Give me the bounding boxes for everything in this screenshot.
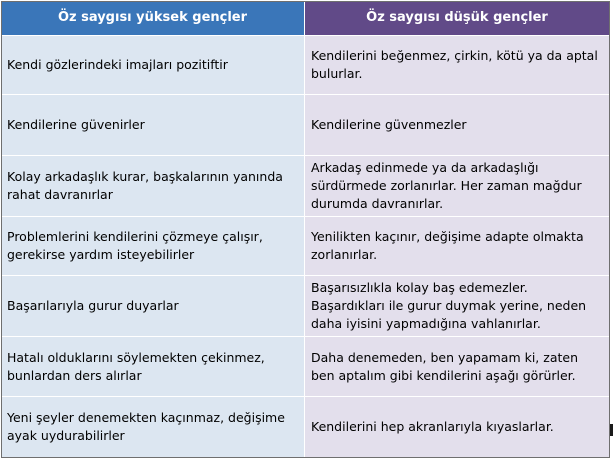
header-low-self-esteem: Öz saygısı düşük gençler xyxy=(305,1,610,36)
table-cell-high: Kolay arkadaşlık kurar, başkalarının yanında rahat davranırlar xyxy=(1,156,305,217)
table-cell-low: Başarısızlıkla kolay baş edemezler. Başardıkları ile gurur duymak yerine, neden daha iyisini yapmadığına vahlanırlar. xyxy=(305,276,610,337)
table-cell-high: Hatalı olduklarını söylemekten çekinmez, bunlardan ders alırlar xyxy=(1,337,305,397)
table-cell-high: Yeni şeyler denemekten kaçınmaz, değişime ayak uydurabilirler xyxy=(1,397,305,458)
table-cell-low: Arkadaş edinmede ya da arkadaşlığı sürdürmede zorlanırlar. Her zaman mağdur durumda davranırlar. xyxy=(305,156,610,217)
table-cell-high: Kendi gözlerindeki imajları pozitiftir xyxy=(1,36,305,95)
table-cell-high: Başarılarıyla gurur duyarlar xyxy=(1,276,305,337)
table-cell-low: Yenilikten kaçınır, değişime adapte olmakta zorlanırlar. xyxy=(305,217,610,276)
header-high-self-esteem: Öz saygısı yüksek gençler xyxy=(1,1,305,36)
table-cell-low: Kendilerine güvenmezler xyxy=(305,95,610,156)
edge-marker xyxy=(610,424,613,436)
table-cell-high: Problemlerini kendilerini çözmeye çalışır, gerekirse yardım isteyebilirler xyxy=(1,217,305,276)
table-cell-low: Kendilerini hep akranlarıyla kıyaslarlar. xyxy=(305,397,610,458)
table-cell-low: Daha denemeden, ben yapamam ki, zaten ben aptalım gibi kendilerini aşağı görürler. xyxy=(305,337,610,397)
comparison-table xyxy=(1,1,610,458)
table-cell-low: Kendilerini beğenmez, çirkin, kötü ya da aptal bulurlar. xyxy=(305,36,610,95)
table-cell-high: Kendilerine güvenirler xyxy=(1,95,305,156)
